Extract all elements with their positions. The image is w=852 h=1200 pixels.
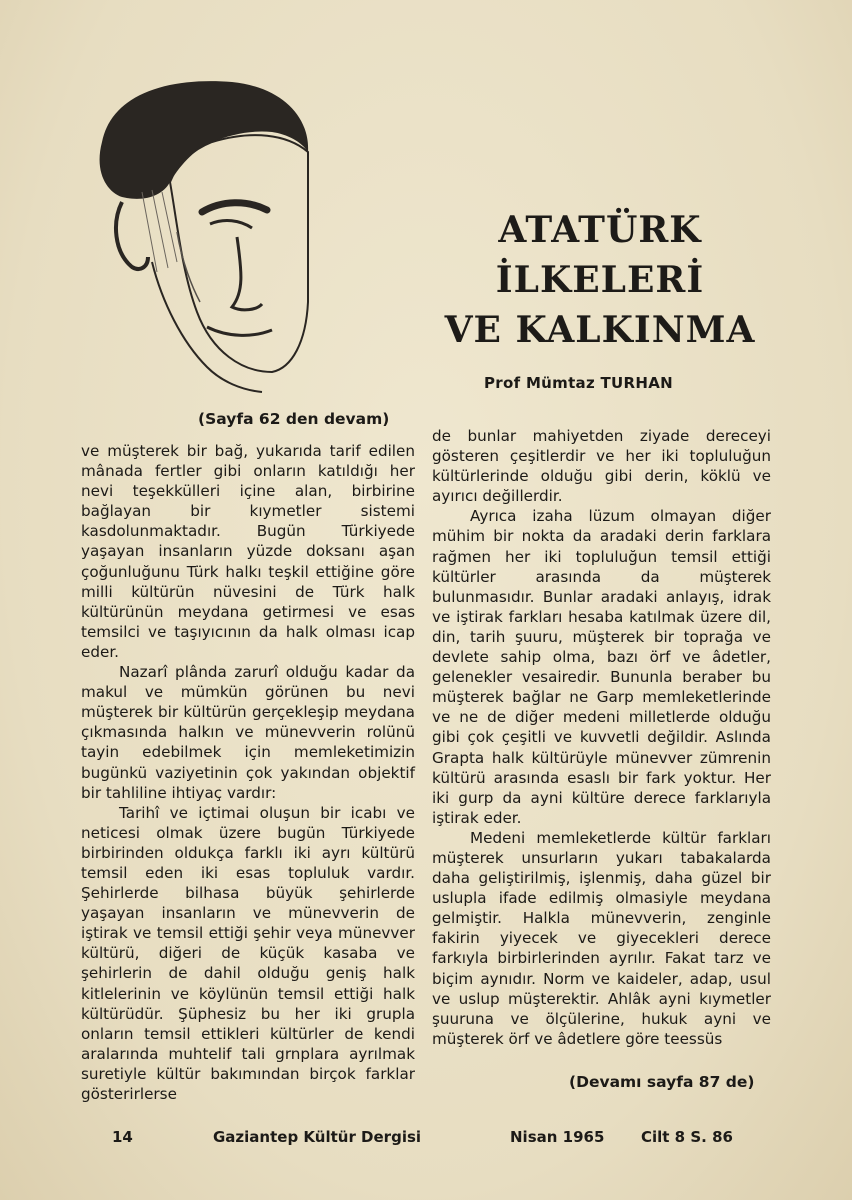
volume-issue: Cilt 8 S. 86: [641, 1128, 733, 1146]
paragraph: Medeni memleketlerde kültür farkları müşterek unsurların yukarı tabakalarda daha geliştirilmiş, işlenmiş, daha güzel bir uslupla ifade edilmiş olmasiyle meydana gelmiştir. Halkla münevverin, zenginle fakirin yiyecek ve giyecekleri derece farkıyla birbirlerinden ayrılır. Fakat tarz ve biçim aynıdır. Norm ve kaideler, adap, usul ve uslup müşterektir. Ahlâk ayni kıymetler şuuruna ve ölçülerine, hukuk ayni ve müşterek örf ve âdetlere göre teessüs: [432, 828, 771, 1048]
continued-from-note: (Sayfa 62 den devam): [198, 410, 390, 428]
paragraph: Nazarî plânda zarurî olduğu kadar da makul ve mümkün görünen bu nevi müşterek bir kültürün gerçekleşip meydana çıkmasında halkın ve münevverin rolünü tayin edebilmek için memleketimizin bugünkü vaziyetinin çok yakından objektif bir tahliline ihtiyaç vardır:: [81, 663, 415, 802]
paragraph: ve müşterek bir bağ, yukarıda tarif edilen mânada fertler gibi onların katıldığı her nevi teşekkülleri içine alan, birbirine bağlayan bir kıymetler sistemi kasdolunmaktadır. Bugün Türkiyede yaşayan insanların yüzde doksanı aşan çoğunluğunu Türk halkı teşkil ettiğine göre milli kültürün nüvesini de Türk halk kültürünün meydana getirmesi ve esas temsilci ve taşıyıcının da halk olması icap eder.: [81, 442, 415, 661]
article-title: [430, 205, 770, 355]
left-column: [81, 441, 415, 1104]
page-number: 14: [112, 1128, 133, 1146]
ataturk-portrait-drawing: [82, 72, 312, 402]
magazine-name: Gaziantep Kültür Dergisi: [213, 1128, 422, 1146]
paragraph: Tarihî ve içtimai oluşun bir icabı ve neticesi olmak üzere bugün Türkiyede birbirinden oldukça farklı iki ayrı kültürü temsil eden iki esas topluluk vardır. Şehirlerde bilhasa büyük şehirlerde yaşayan insanların ve münevverin de iştirak ve temsil ettiği şehir veya münevver kültürü, diğeri de küçük kasaba ve şehirlerin de dahil olduğu geniş halk kitlelerinin ve köylünün temsil ettiği halk kültürüdür. Şüphesiz bu her iki grupla onların temsil ettikleri kültürler de kendi aralarında muhtelif tali grnplara ayrılmak suretiyle kültür bakımından birçok farklar gösterirlerse: [81, 803, 415, 1103]
right-column: [432, 426, 771, 1049]
title-line-1: ATATÜRK İLKELERİ: [495, 209, 705, 301]
paragraph: de bunlar mahiyetden ziyade dereceyi gösteren çeşitlerdir ve her iki topluluğun kültürlerinde olduğu gibi derin, köklü ve ayırıcı değillerdir.: [432, 427, 771, 506]
issue-date: Nisan 1965: [510, 1128, 605, 1146]
paragraph: Ayrıca izaha lüzum olmayan diğer mühim bir nokta da aradaki derin farklara rağmen her iki topluluğun temsil ettiği kültürler arasında da müşterek bulunmasıdır. Bunlar aradaki anlayış, idrak ve iştirak farkları hesaba katılmak üzere dil, din, tarih şuuru, müşterek bir toprağa ve devlete sahip olma, bazı örf ve âdetler, gelenekler vesairedir. Bununla beraber bu müşterek bağlar ne Garp memleketlerinde ve ne de diğer medeni milletlerde olduğu gibi çok çeşitli ve kuvvetli değildir. Aslında Grapta halk kültürüyle münevver zümrenin kültürü arasında esaslı bir fark yoktur. Her iki gurp da ayni kültüre derece farklarıyla iştirak eder.: [432, 507, 771, 827]
author-name: Prof Mümtaz TURHAN: [484, 374, 674, 392]
title-line-2: VE KALKINMA: [444, 309, 756, 351]
continued-to-note: (Devamı sayfa 87 de): [569, 1073, 755, 1091]
